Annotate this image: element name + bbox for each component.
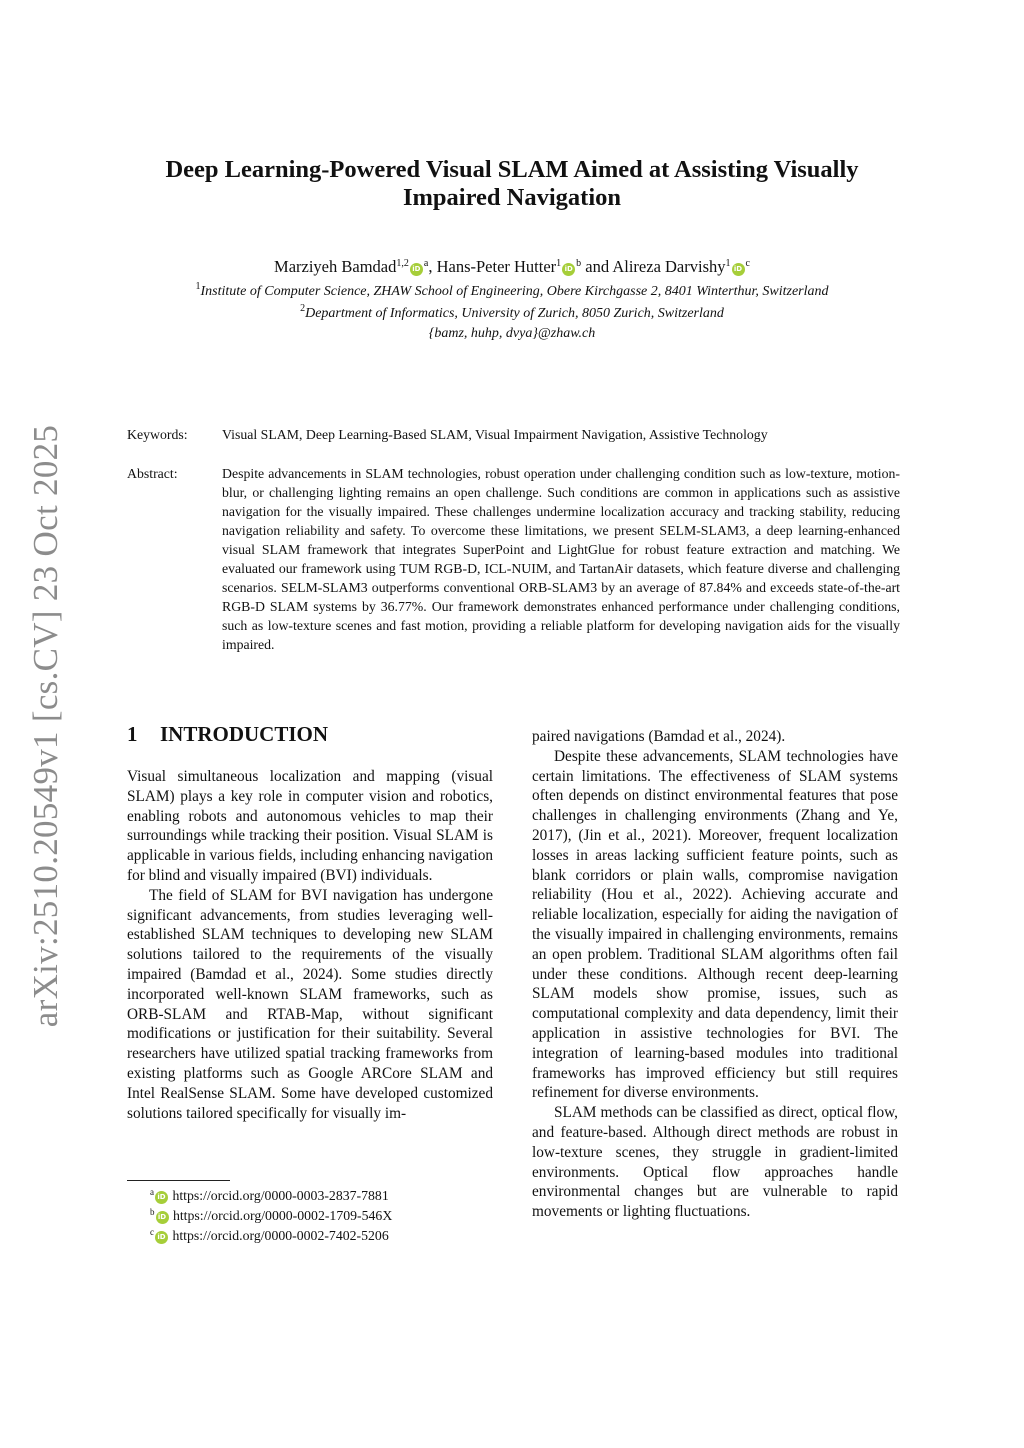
- author-affil-mark: 1: [725, 258, 731, 269]
- section-number: 1: [127, 722, 138, 746]
- footnote-mark: c: [150, 1227, 154, 1237]
- right-column: [532, 727, 898, 1222]
- title-line-2: Impaired Navigation: [402, 184, 622, 211]
- author-orcid-mark: b: [576, 258, 582, 269]
- arxiv-side-identifier: [24, 426, 68, 1026]
- affil-text: Institute of Computer Science, ZHAW School of Engineering, Obere Kirchgasse 2, 8401 Winterthur, Switzerland: [200, 284, 829, 299]
- section-title: INTRODUCTION: [160, 722, 329, 746]
- author-name: Marziyeh Bamdad: [274, 257, 397, 276]
- title-line-1: Deep Learning-Powered Visual SLAM Aimed at Assisting Visually: [165, 156, 859, 183]
- footnote-mark: b: [150, 1207, 155, 1217]
- affil-number: 2: [300, 303, 306, 314]
- footnote-item: [150, 1186, 392, 1206]
- body-paragraph: paired navigations (Bamdad et al., 2024).: [532, 728, 786, 745]
- author-separator: and: [581, 257, 613, 276]
- footnote-item: [150, 1206, 392, 1226]
- author-orcid-mark: a: [423, 258, 429, 269]
- arxiv-id-text: arXiv:2510.20549v1 [cs.CV] 23 Oct 2025: [26, 424, 65, 1028]
- body-paragraph: Visual simultaneous localization and mapping (visual SLAM) plays a key role in computer vision and robotics, enabling robots and autonomous vehicles to map their surroundings while tracking their position. Visual SLAM is applicable in various fields, including enhancing navigation for blind and visually impaired (BVI) individuals.: [127, 768, 493, 884]
- orcid-icon: iD: [155, 1191, 168, 1204]
- footnote-link[interactable]: https://orcid.org/0000-0003-2837-7881: [172, 1188, 389, 1203]
- body-paragraph: SLAM methods can be classified as direct, optical flow, and feature-based. Although direct methods are robust in low-texture scenes, they struggle in gradient-limited environments. Optical flow approaches handle environmental changes but are vulnerable to rapid movements or lighting fluctuations.: [532, 1104, 898, 1221]
- orcid-icon: iD: [155, 1231, 168, 1244]
- author-affil-mark: 1,2: [396, 258, 409, 269]
- author-emails[interactable]: {bamz, huhp, dvya}@zhaw.ch: [428, 326, 596, 341]
- footnote-item: [150, 1226, 392, 1246]
- keywords-label: Keywords:: [127, 427, 188, 442]
- abstract-label: Abstract:: [127, 466, 178, 481]
- section-heading: [127, 722, 328, 746]
- footnote-link[interactable]: https://orcid.org/0000-0002-1709-546X: [172, 1208, 393, 1223]
- affil-text: Department of Informatics, University of Zurich, 8050 Zurich, Switzerland: [305, 306, 724, 321]
- footnotes: [150, 1186, 392, 1246]
- author-name: Alireza Darvishy: [612, 257, 726, 276]
- abstract-text: Despite advancements in SLAM technologies, robust operation under challenging condition such as low-texture, motion-blur, or challenging lighting remains an open challenge. Such conditions are common in applications such as assistive navigation for the visually impaired. These challenges undermine localization accuracy and tracking stability, reducing navigation reliability and safety. To overcome these limitations, we present SELM-SLAM3, a deep learning-enhanced visual SLAM framework that integrates SuperPoint and LightGlue for robust feature extraction and matching. We evaluated our framework using TUM RGB-D, ICL-NUIM, and TartanAir datasets, which feature diverse and challenging scenarios. SELM-SLAM3 outperforms conventional ORB-SLAM3 by an average of 87.84% and exceeds state-of-the-art RGB-D SLAM systems by 36.77%. Our framework demonstrates enhanced performance under challenging conditions, such as low-texture scenes and fast motion, providing a reliable platform for developing navigation aids for the visually impaired.: [222, 466, 900, 652]
- body-paragraph: The field of SLAM for BVI navigation has undergone significant advancements, from studies leveraging well-established SLAM techniques to developing new SLAM solutions tailored to the requirements of the visually impaired (Bamdad et al., 2024). Some studies directly incorporated well-known SLAM frameworks, such as ORB-SLAM and RTAB-Map, without significant modifications or justification for their suitability. Several researchers have utilized spatial tracking frameworks from existing platforms such as Google ARCore SLAM and Intel RealSense SLAM. Some have developed customized solutions tailored specifically for visually im-: [127, 886, 493, 1122]
- author-affil-mark: 1: [556, 258, 562, 269]
- orcid-icon[interactable]: iD: [562, 263, 575, 276]
- author-list: [130, 257, 894, 277]
- author-orcid-mark: c: [745, 258, 750, 269]
- paper-title: [130, 156, 894, 212]
- left-column: [127, 767, 493, 1123]
- footnote-mark: a: [150, 1187, 154, 1197]
- body-paragraph: Despite these advancements, SLAM technologies have certain limitations. The effectiveness of SLAM systems often depends on distinct environmental features that pose challenges in challenging environments (Zhang and Ye, 2017), (Jin et al., 2021). Moreover, frequent localization losses in areas lacking sufficient feature points, such as blank corridors or plain walls, compromise navigation reliability (Hou et al., 2022). Achieving accurate and reliable localization, especially for aiding the navigation of the visually impaired in challenging environments, remains an open problem. Traditional SLAM algorithms often fail under these conditions. Although recent deep-learning SLAM models show promise, issues, such as computational complexity and data dependency, limit their application in assistive technologies for BVI. The integration of learning-based modules into traditional frameworks has improved efficiency but still requires refinement for diverse environments.: [532, 747, 898, 1102]
- affiliation-2: [130, 305, 894, 323]
- orcid-icon[interactable]: iD: [732, 263, 745, 276]
- footnote-link[interactable]: https://orcid.org/0000-0002-7402-5206: [172, 1228, 389, 1243]
- author-name: Hans-Peter Hutter: [436, 257, 557, 276]
- orcid-icon[interactable]: iD: [410, 263, 423, 276]
- orcid-icon: iD: [156, 1211, 169, 1224]
- affil-number: 1: [195, 281, 201, 292]
- footnote-divider: [127, 1180, 230, 1181]
- keywords-text: Visual SLAM, Deep Learning-Based SLAM, Visual Impairment Navigation, Assistive Technology: [222, 427, 768, 442]
- affiliation-1: [130, 283, 894, 301]
- author-separator: ,: [428, 257, 437, 276]
